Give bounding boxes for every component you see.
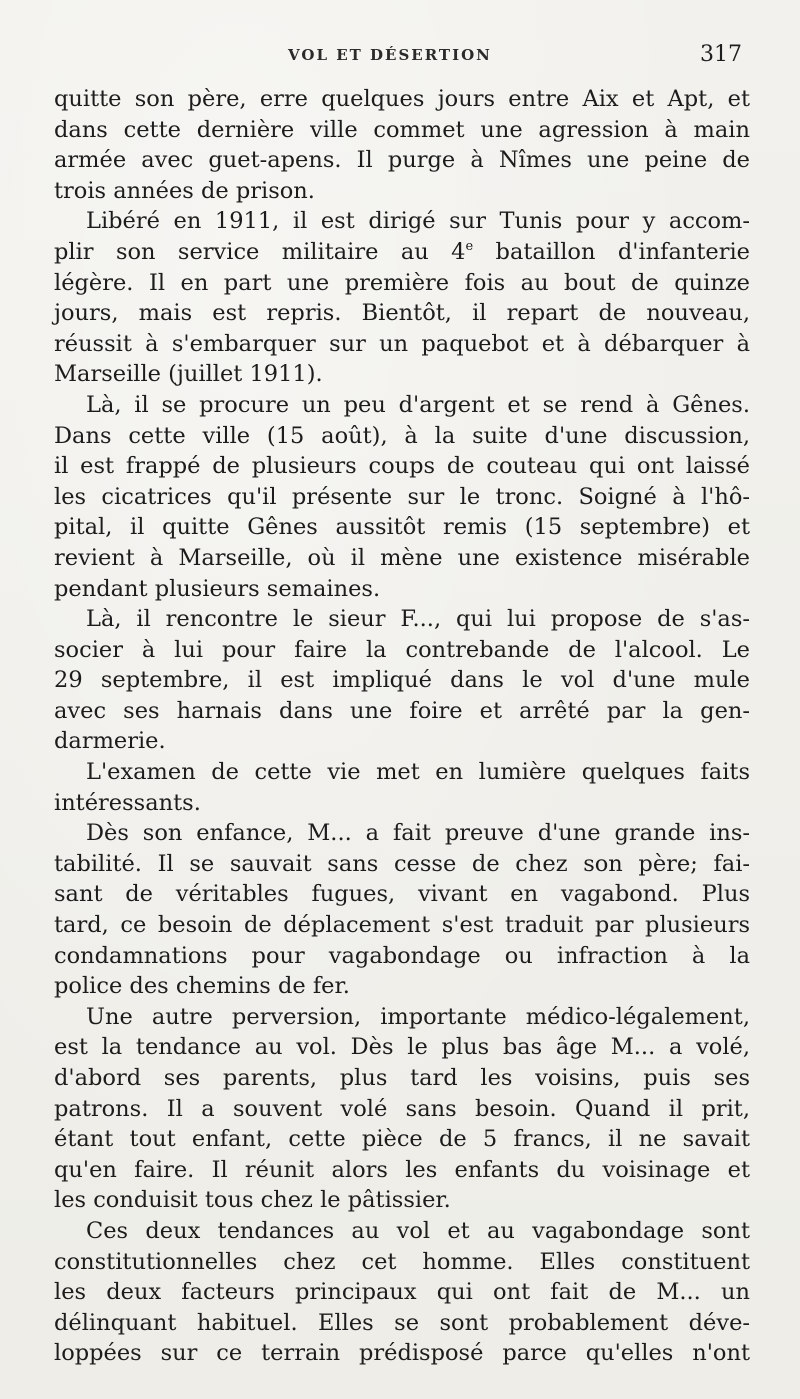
text-line: légère. Il en part une première fois au bout de quinze — [54, 269, 750, 296]
text-line: les deux facteurs principaux qui ont fait de M... un — [54, 1279, 750, 1306]
running-header — [0, 42, 800, 72]
text-line: tabilité. Il se sauvait sans cesse de chez son père; fai- — [54, 850, 750, 877]
paragraph-4 — [54, 604, 750, 757]
paragraph-6 — [54, 818, 750, 1002]
text-line: qu'en faire. Il réunit alors les enfants du voisinage et — [54, 1156, 750, 1183]
running-title: VOL ET DÉSERTION — [288, 46, 492, 64]
text-line: réussit à s'embarquer sur un paquebot et à débarquer à — [54, 330, 750, 357]
text-line: tard, ce besoin de déplacement s'est traduit par plusieurs — [54, 912, 750, 939]
text-line: Dès son enfance, M... a fait preuve d'une grande ins- — [86, 820, 750, 847]
text-line: Une autre perversion, importante médico-légalement, — [86, 1003, 750, 1030]
text-line: étant tout enfant, cette pièce de 5 francs, il ne savait — [54, 1126, 750, 1153]
text-line: Dans cette ville (15 août), à la suite d'une discussion, — [54, 422, 750, 449]
paragraph-1 — [54, 84, 750, 206]
text-line: quitte son père, erre quelques jours entre Aix et Apt, et — [54, 86, 750, 112]
text-line: Libéré en 1911, il est dirigé sur Tunis pour y accom- — [86, 208, 750, 235]
text-line: condamnations pour vagabondage ou infraction à la — [54, 942, 750, 969]
text-line: trois années de prison. — [54, 177, 315, 204]
text-line: loppées sur ce terrain prédisposé parce qu'elles n'ont — [54, 1340, 750, 1367]
text-line: Là, il rencontre le sieur F..., qui lui propose de s'as- — [86, 606, 750, 633]
text-line: dans cette dernière ville commet une agression à main — [54, 116, 750, 143]
text-line: socier à lui pour faire la contrebande de l'alcool. Le — [54, 636, 750, 663]
paragraph-8 — [54, 1216, 750, 1369]
text-line: constitutionnelles chez cet homme. Elles constituent — [54, 1248, 750, 1275]
paragraph-2 — [54, 206, 750, 390]
page-number: 317 — [700, 42, 742, 67]
text-line: sant de véritables fugues, vivant en vagabond. Plus — [54, 881, 750, 908]
text-line: les conduisit tous chez le pâtissier. — [54, 1187, 451, 1214]
text-line: jours, mais est repris. Bientôt, il repart de nouveau, — [54, 300, 750, 327]
body-text — [54, 84, 750, 1369]
text-line: L'examen de cette vie met en lumière quelques faits — [86, 759, 750, 786]
text-line: Ces deux tendances au vol et au vagabondage sont — [86, 1217, 750, 1244]
paragraph-5 — [54, 757, 750, 818]
paragraph-7 — [54, 1002, 750, 1216]
text-line: est la tendance au vol. Dès le plus bas âge M... a volé, — [54, 1034, 750, 1061]
text-segment: plir son service militaire au 4 — [54, 238, 466, 265]
text-line: 29 septembre, il est impliqué dans le vol d'une mule — [54, 667, 750, 694]
ordinal-superscript: e — [465, 238, 474, 254]
text-line: darmerie. — [54, 728, 166, 755]
text-line: patrons. Il a souvent volé sans besoin. Quand il prit, — [54, 1095, 750, 1122]
text-line: intéressants. — [54, 789, 201, 816]
text-line: armée avec guet-apens. Il purge à Nîmes une peine de — [54, 147, 750, 174]
text-line: il est frappé de plusieurs coups de couteau qui ont laissé — [54, 453, 750, 480]
text-segment: bataillon d'infanterie — [473, 238, 750, 265]
text-line: d'abord ses parents, plus tard les voisins, puis ses — [54, 1065, 750, 1091]
text-line: pendant plusieurs semaines. — [54, 575, 381, 602]
text-line: les cicatrices qu'il présente sur le tronc. Soigné à l'hô- — [54, 483, 750, 510]
text-line: délinquant habituel. Elles se sont probablement déve- — [54, 1309, 750, 1336]
text-line: avec ses harnais dans une foire et arrêté par la gen- — [54, 697, 750, 724]
paragraph-3 — [54, 390, 750, 604]
text-line: Marseille (juillet 1911). — [54, 361, 323, 388]
text-line: pital, il quitte Gênes aussitôt remis (15 septembre) et — [54, 514, 750, 541]
text-line: police des chemins de fer. — [54, 973, 350, 1000]
text-line: revient à Marseille, où il mène une existence misérable — [54, 544, 750, 571]
text-line-with-superscript — [54, 237, 750, 268]
text-line: Là, il se procure un peu d'argent et se rend à Gênes. — [86, 391, 750, 418]
